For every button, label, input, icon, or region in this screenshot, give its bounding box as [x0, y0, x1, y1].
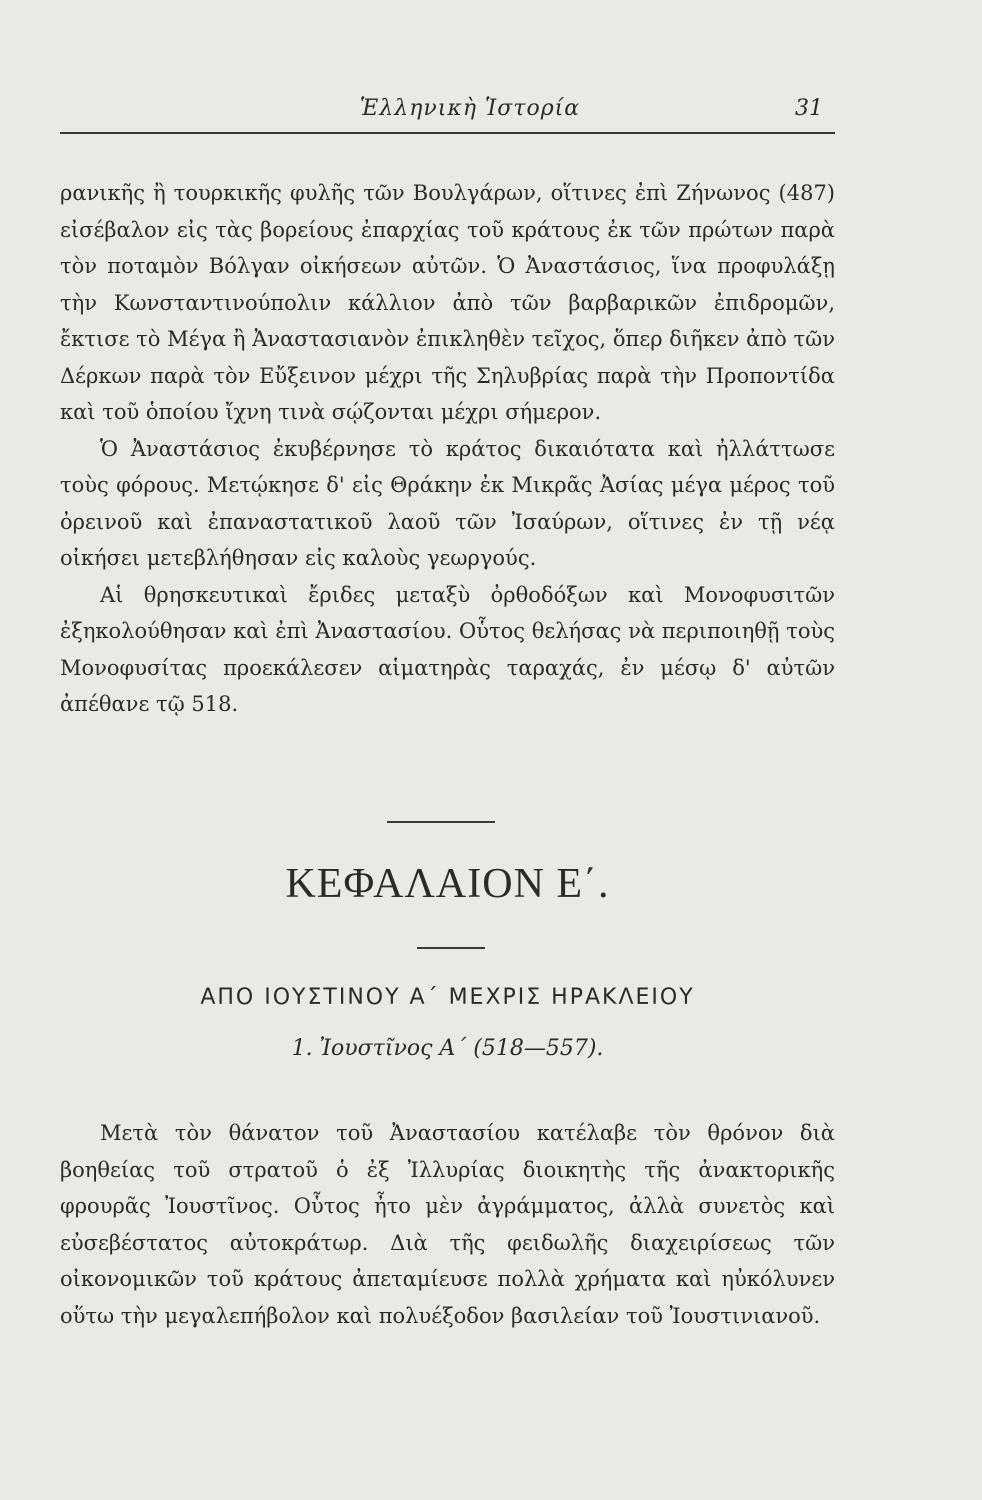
running-header: [60, 96, 835, 134]
paragraph-walls: ρανικῆς ἢ τουρκικῆς φυλῆς τῶν Βουλγάρων, οἵτινες ἐπὶ Ζήνωνος (487) εἰσέβαλον εἰς τὰς βορείους ἐπαρχίας τοῦ κράτους ἐκ τῶν πρώτων παρὰ τὸν ποταμὸν Βόλγαν οἰκήσεων αὐτῶν. Ὁ Ἀναστάσιος, ἵνα προφυλάξῃ τὴν Κωνσταντινούπολιν κάλλιον ἀπὸ τῶν βαρβαρικῶν ἐπιδρομῶν, ἔκτισε τὸ Μέγα ἢ Ἀναστασιανὸν ἐπικληθὲν τεῖχος, ὅπερ διῆκεν ἀπὸ τῶν Δέρκων παρὰ τὸν Εὔξεινον μέχρι τῆς Σηλυβρίας παρὰ τὴν Προποντίδα καὶ τοῦ ὁποίου ἴχνη τινὰ σῴζονται μέχρι σήμερον.: [60, 181, 835, 424]
chapter-divider-bottom: [417, 947, 485, 949]
paragraph-justin: Μετὰ τὸν θάνατον τοῦ Ἀναστασίου κατέλαβε τὸν θρόνον διὰ βοηθείας τοῦ στρατοῦ ὁ ἐξ Ἰλλυρίας διοικητὴς τῆς ἀνακτορικῆς φρουρᾶς Ἰουστῖνος. Οὗτος ἦτο μὲν ἀγράμματος, ἀλλὰ συνετὸς καὶ εὐσεβέστατος αὐτοκράτωρ. Διὰ τῆς φειδωλῆς διαχειρίσεως τῶν οἰκονομικῶν τοῦ κράτους ἀπεταμίευσε πολλὰ χρήματα καὶ ηὐκόλυνεν οὕτω τὴν μεγαλεπήβολον καὶ πολυέξοδον βασιλείαν τοῦ Ἰουστινιανοῦ.: [60, 1121, 835, 1328]
paragraph-governance: Ὁ Ἀναστάσιος ἐκυβέρνησε τὸ κράτος δικαιότατα καὶ ἠλλάττωσε τοὺς φόρους. Μετῴκησε δ' εἰς Θράκην ἐκ Μικρᾶς Ἀσίας μέγα μέρος τοῦ ὀρεινοῦ καὶ ἐπαναστατικοῦ λαοῦ τῶν Ἰσαύρων, οἵτινες ἐν τῇ νέᾳ οἰκήσει μετεβλήθησαν εἰς καλοὺς γεωργούς.: [60, 436, 835, 570]
body-text-top: [60, 175, 835, 723]
running-title: Ἑλληνικὴ Ἱστορία: [359, 96, 581, 121]
paragraph-religious-disputes: Αἱ θρησκευτικαὶ ἔριδες μεταξὺ ὀρθοδόξων καὶ Μονοφυσιτῶν ἐξηκολούθησαν καὶ ἐπὶ Ἀναστασίου. Οὗτος θελήσας νὰ περιποιηθῇ τοὺς Μονοφυσίτας προεκάλεσεν αἱματηρὰς ταραχάς, ἐν μέσῳ δ' αὐτῶν ἀπέθανε τῷ 518.: [60, 582, 835, 716]
section-title: 1. Ἰουστῖνος Α΄ (518—557).: [291, 1036, 604, 1061]
chapter-heading: ΚΕΦΑΛΑΙΟΝ Ε΄.: [285, 861, 610, 907]
chapter-divider-top: [387, 821, 495, 823]
chapter-subtitle: ΑΠΟ ΙΟΥΣΤΙΝΟΥ Α΄ ΜΕΧΡΙΣ ΗΡΑΚΛΕΙΟΥ: [200, 985, 695, 1010]
page-number: 31: [795, 96, 823, 121]
